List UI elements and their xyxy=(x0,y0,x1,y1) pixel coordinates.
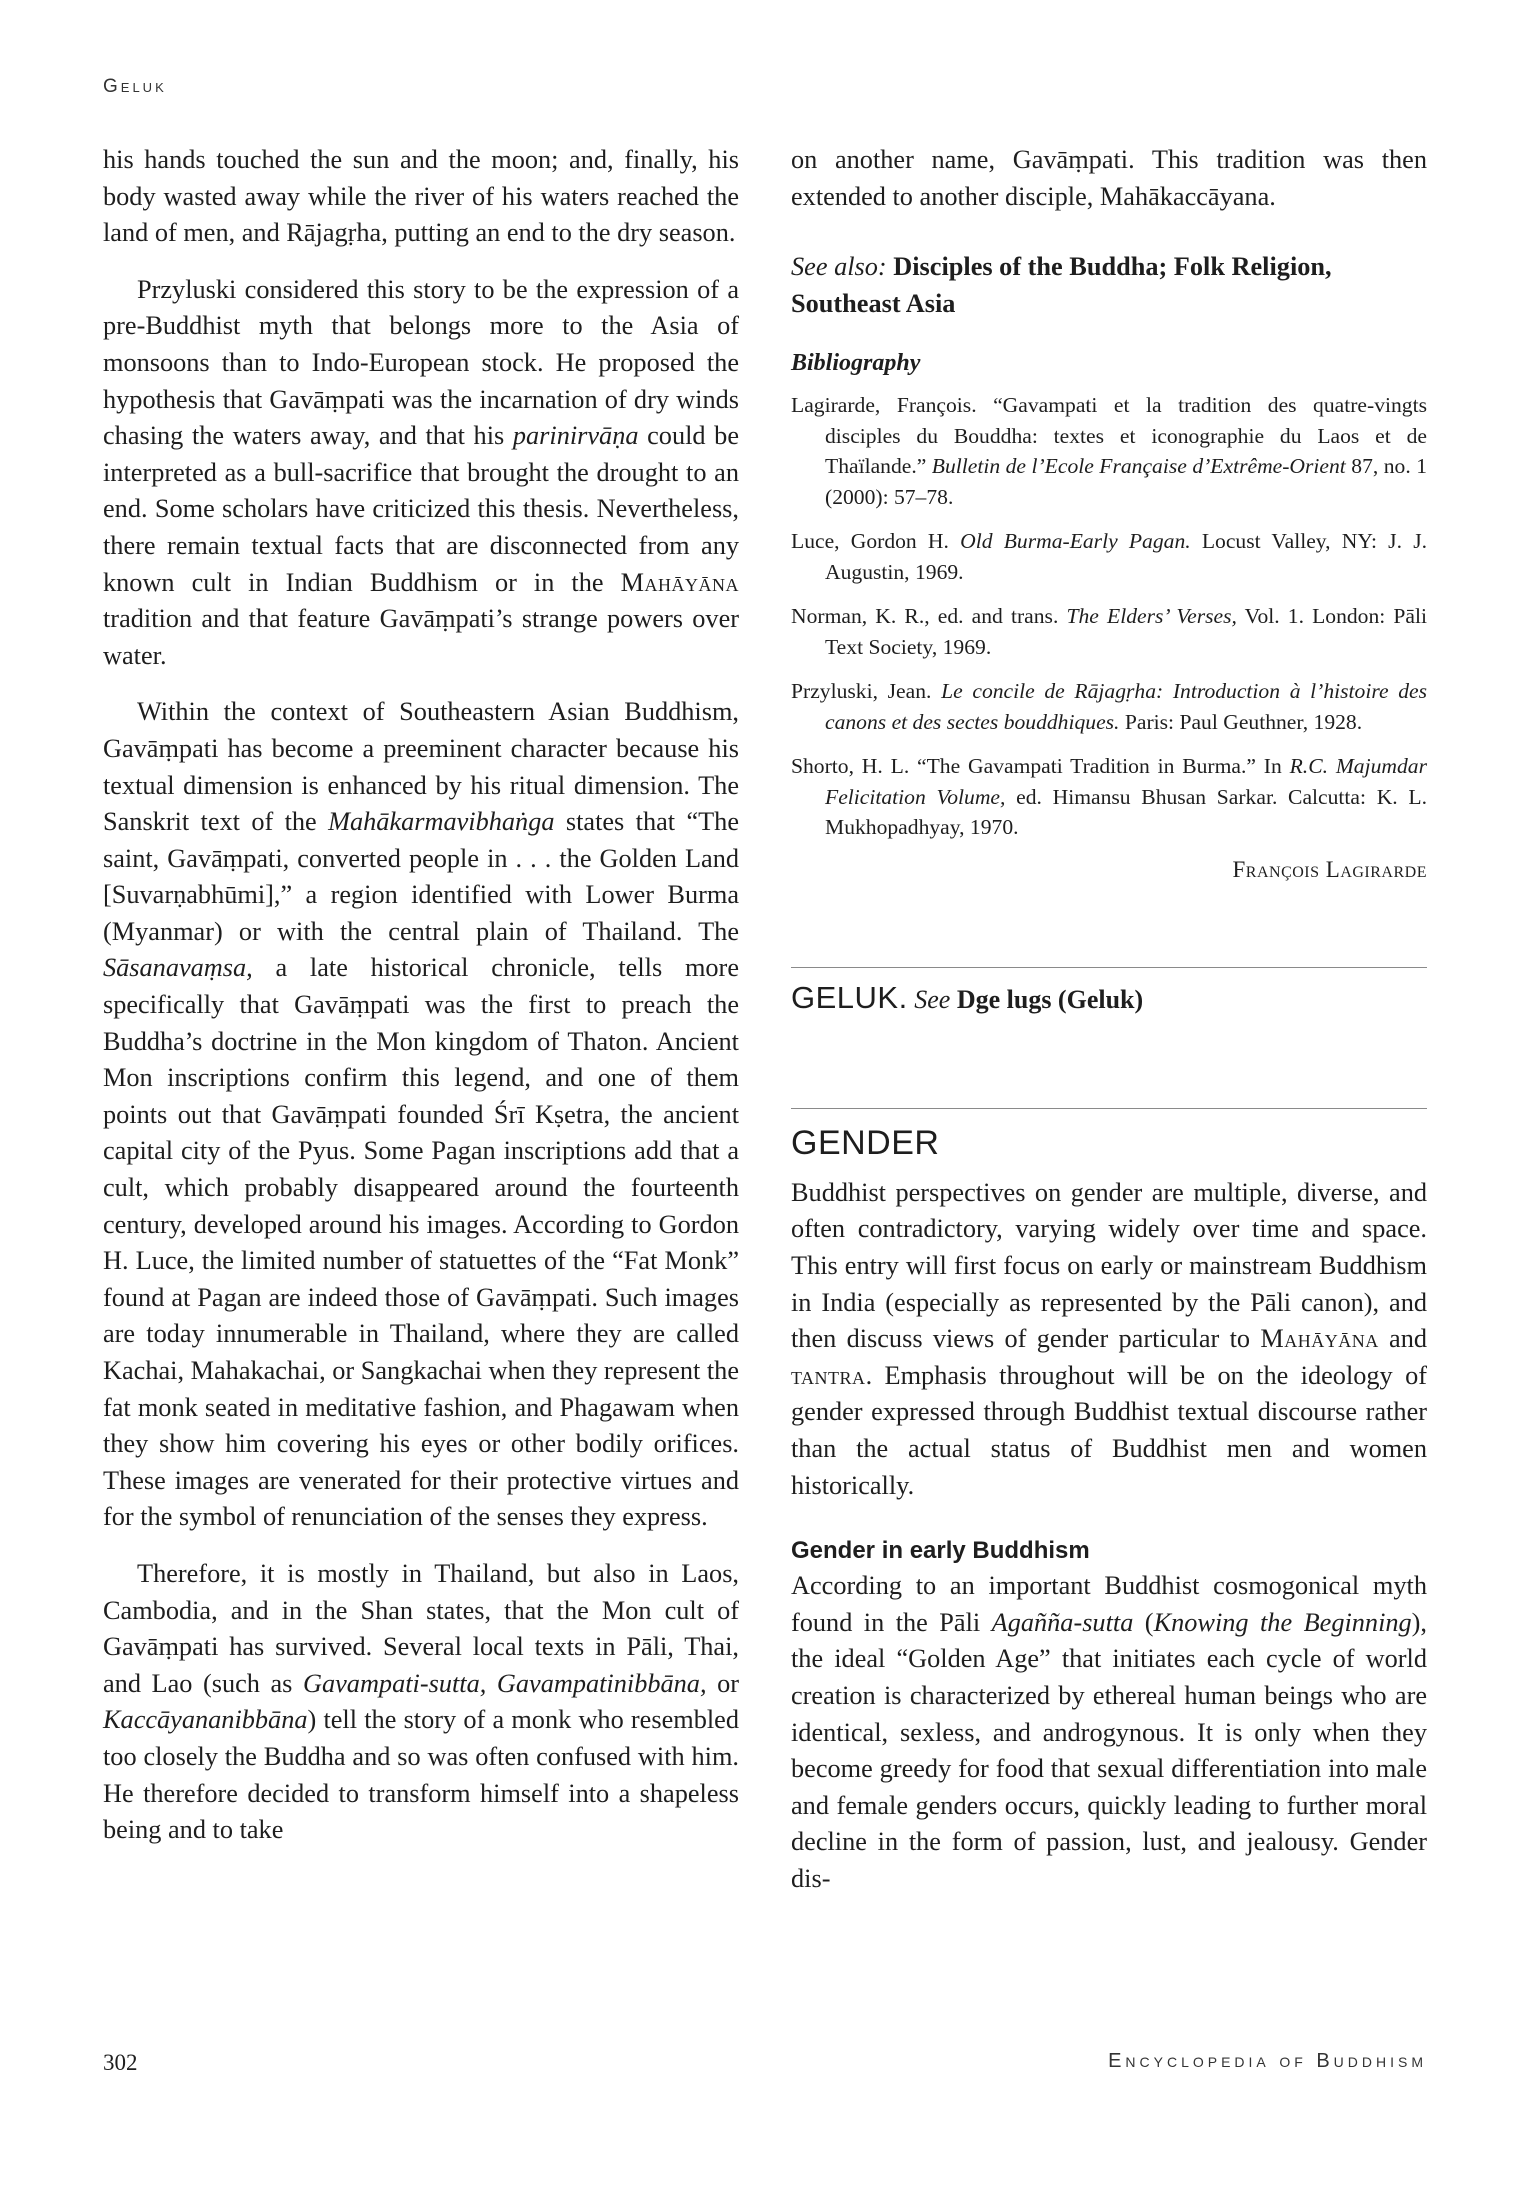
text-run: could be interpreted as a bull-sacrifice that brought the drought to an end. Some scholars have criticized this thesis. Nevertheless, there remain textual facts that are disconnected from any known cult in Indian Buddhism or in the xyxy=(103,421,739,597)
text-run: Przyluski, Jean. xyxy=(791,679,942,704)
geluk-see-link[interactable]: Dge lugs (Geluk) xyxy=(956,984,1144,1014)
italic-title: Old Burma-Early Pagan. xyxy=(960,529,1191,554)
italic-title: The Elders’ Verses, xyxy=(1066,604,1237,629)
text-run: Przyluski considered this story to be the expression of a pre-Buddhist myth that belongs more to the Asia of monsoons than to Indo-European stock. He proposed the hypothesis that Gavāṃpati was the incarnation of dry winds chasing the waters away, and that his xyxy=(103,274,739,451)
italic-term: Knowing the Beginning xyxy=(1153,1607,1412,1637)
text-run: Lagirarde, François. “Gavampati et la tradition des quatre-vingts disciples du Bouddha: textes et iconographie du Laos et de Thaïlande.” xyxy=(791,393,1427,479)
text-run: his hands touched the sun and the moon; and, finally, his body wasted away while the river of his waters reached the land of men, and Rājagṛha, putting an end to the dry season. xyxy=(103,145,739,248)
text-run: or xyxy=(706,1668,739,1698)
cross-reference-mahayana: Mahāyāna xyxy=(620,567,739,597)
italic-term: Kaccāyananibbāna xyxy=(103,1705,308,1735)
bibliography-entry xyxy=(791,676,1427,737)
bibliography-entry xyxy=(791,751,1427,843)
page-number: 302 xyxy=(103,2050,138,2075)
italic-term: Mahākarmavibhaṅga xyxy=(328,807,555,837)
text-run: ) tell the story of a monk who resembled too closely the Buddha and so was often confused with him. He therefore decided to transform himself into a shapeless being and to take xyxy=(103,1705,739,1845)
italic-term: Agañña-sutta xyxy=(991,1607,1134,1637)
text-run: ed. Himansu Bhusan Sarkar. Calcutta: K. L. Mukhopadhyay, 1970. xyxy=(825,784,1427,840)
left-column xyxy=(103,142,739,1849)
section-divider xyxy=(791,1108,1427,1109)
text-run: ), the ideal “Golden Age” that initiates each cycle of world creation is characterized by ethereal human beings who are identical, sexless, and androgynous. It is only when they become greedy for food that sexual differentiation into male and female genders occurs, quickly leading to further moral decline in the form of passion, lust, and jealousy. Gender dis- xyxy=(791,1607,1428,1893)
paragraph-river-continuation xyxy=(103,142,739,252)
text-run: ( xyxy=(1133,1607,1154,1637)
text-run: . Emphasis throughout will be on the ideology of gender expressed through Buddhist textual discourse rather than the actual status of Buddhist men and women historically. xyxy=(791,1360,1427,1500)
running-head: Geluk xyxy=(103,76,167,97)
paragraph-przyluski xyxy=(103,272,739,675)
paragraph-southeast-asia xyxy=(103,694,739,1536)
paragraph-thailand xyxy=(103,1556,739,1849)
italic-title: R.C. Majumdar Felicitation Volume, xyxy=(825,754,1427,809)
italic-term: parinirvāṇa xyxy=(512,421,639,451)
geluk-headword: GELUK. xyxy=(791,979,908,1015)
book-title: Encyclopedia of Buddhism xyxy=(1108,2050,1427,2072)
text-run: a late historical chronicle, tells more specifically that Gavāṃpati was the first to preach the Buddha’s doctrine in the Mon kingdom of Thaton. Ancient Mon inscriptions confirm this legend, and one of them points out that Gavāṃpati founded Śrī Kṣetra, the ancient capital city of the Pyus. Some Pagan inscriptions add that a cult, which probably disappeared around the fourteenth century, developed around his images. According to Gordon H. Luce, the limited number of statuettes of the “Fat Monk” found at Pagan are indeed those of Gavāṃpati. Such images are today innumerable in Thailand, where they are called Kachai, Mahakachai, or Sangkachai when they represent the fat monk seated in meditative fashion, and Phagawam when they show him covering his eyes or other bodily orifices. These images are venerated for their protective virtues and for the symbol of renunciation of the senses they express. xyxy=(103,953,739,1532)
text-run: and xyxy=(1378,1324,1427,1354)
text-run: Vol. 1. London: Pāli Text Society, 1969. xyxy=(825,604,1427,659)
text-run: Norman, K. R., ed. and trans. xyxy=(791,604,1067,629)
gender-entry-title: GENDER xyxy=(791,1123,940,1162)
see-also xyxy=(791,249,1427,322)
author-signature: François Lagirarde xyxy=(1232,856,1427,882)
geluk-entry xyxy=(791,978,1427,1020)
paragraph-continuation xyxy=(791,142,1427,215)
right-column xyxy=(791,142,1427,1898)
paragraph-early-buddhism xyxy=(791,1568,1427,1897)
bibliography-entry xyxy=(791,390,1427,512)
see-also-label: See also: xyxy=(791,252,887,282)
bibliography-heading: Bibliography xyxy=(791,350,921,377)
text-run: Paris: Paul Geuthner, 1928. xyxy=(1119,709,1363,734)
italic-term: Gavampati-sutta, Gavampatinibbāna, xyxy=(302,1668,707,1698)
text-run: Shorto, H. L. “The Gavampati Tradition in Burma.” In xyxy=(791,754,1290,779)
italic-title: Bulletin de l’Ecole Française d’Extrême-Orient xyxy=(931,454,1346,479)
text-run: Luce, Gordon H. xyxy=(791,529,961,554)
paragraph-gender-intro xyxy=(791,1175,1427,1504)
text-run: Within the context of Southeastern Asian Buddhism, Gavāṃpati has become a preeminent character because his textual dimension is enhanced by his ritual dimension. The Sanskrit text of the xyxy=(103,697,739,837)
text-run: Locust Valley, NY: J. J. Augustin, 1969. xyxy=(825,529,1427,584)
bibliography-entry xyxy=(791,526,1427,587)
text-run: Buddhist perspectives on gender are multiple, diverse, and often contradictory, varying widely over time and space. This entry will first focus on early or mainstream Buddhism in India (especially as represented by the Pāli canon), and then discuss views of gender particular to xyxy=(791,1177,1427,1354)
see-also-links[interactable]: Disciples of the Buddha; Folk Religion, Southeast Asia xyxy=(791,252,1332,318)
text-run: tradition and that feature Gavāṃpati’s strange powers over water. xyxy=(103,604,739,670)
text-run: 87, no. 1 (2000): 57–78. xyxy=(825,454,1427,509)
bibliography-entry xyxy=(791,601,1427,662)
italic-term: Sāsanavaṃsa, xyxy=(103,953,253,983)
text-run: According to an important Buddhist cosmogonical myth found in the Pāli xyxy=(791,1571,1427,1637)
cross-reference-mahayana: Mahāyāna xyxy=(1260,1324,1379,1354)
subheading-early-buddhism: Gender in early Buddhism xyxy=(791,1537,1090,1565)
text-run: on another name, Gavāṃpati. This tradition was then extended to another disciple, Mahākaccāyana. xyxy=(791,145,1427,211)
text-run: states that “The saint, Gavāṃpati, converted people in . . . the Golden Land [Suvarṇabhūmi],” a region identified with Lower Burma (Myanmar) or with the central plain of Thailand. The xyxy=(103,807,739,946)
cross-reference-tantra: tantra xyxy=(791,1360,866,1390)
italic-title: Le concile de Rājagṛha: Introduction à l’histoire des canons et des sectes bouddhiques. xyxy=(825,679,1427,734)
section-divider xyxy=(791,967,1427,968)
text-run: Therefore, it is mostly in Thailand, but also in Laos, Cambodia, and in the Shan states, that the Mon cult of Gavāṃpati has survived. Several local texts in Pāli, Thai, and Lao (such as xyxy=(103,1558,739,1698)
geluk-see-label: See xyxy=(914,984,951,1014)
bibliography-list xyxy=(791,390,1427,843)
